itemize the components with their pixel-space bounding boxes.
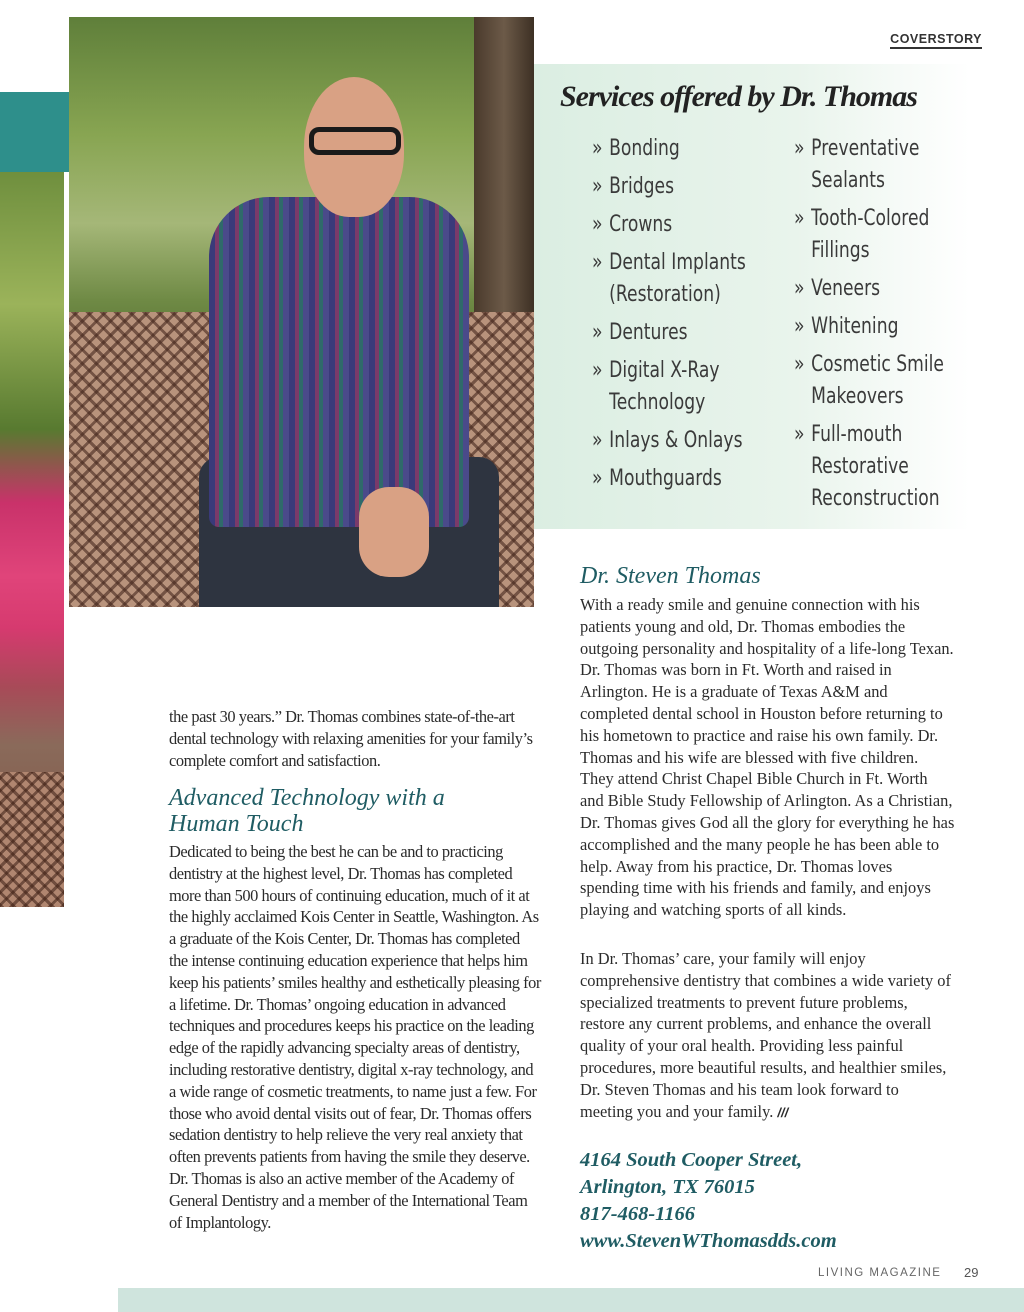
- address-city: Arlington, TX 76015: [580, 1176, 755, 1198]
- section-label-part2: STORY: [937, 32, 982, 46]
- service-item-label: Bonding: [609, 136, 680, 161]
- bio-paragraph-1: With a ready smile and genuine connection with his patients young and old, Dr. Thomas embodies the outgoing personality and hospitality of a life-long Texan. Dr. Thomas was born in Ft. Worth and raised in Arlington. He is a graduate of Texas A&M and completed dental school in Houston before returning to his hometown to practice and raise his own family. Dr. Thomas and his wife are blessed with five children. They attend Christ Chapel Bible Church in Ft. Worth and Bible Study Fellowship of Arlington. As a Christian, Dr. Thomas gives God all the glory for everything he has accomplished and the many people he has been able to help. Away from his practice, Dr. Thomas loves spending time with his friends and family, and enjoys playing and watching sports of all kinds.: [580, 595, 955, 920]
- website-link[interactable]: www.StevenWThomasdds.com: [580, 1230, 837, 1252]
- section-label-part1: COVER: [890, 32, 938, 46]
- dr-steven-thomas-heading: Dr. Steven Thomas: [580, 563, 761, 589]
- service-item-label: Reconstruction: [811, 486, 940, 511]
- magazine-name: LIVING MAGAZINE: [818, 1267, 942, 1279]
- service-item-label: Dental Implants: [609, 250, 746, 275]
- bullet-marker: »: [592, 428, 603, 453]
- services-title: Services offered by Dr. Thomas: [560, 80, 917, 113]
- service-item-label: Dentures: [609, 320, 688, 345]
- service-item: [794, 311, 973, 343]
- service-item-label: Preventative: [811, 136, 920, 161]
- teal-accent-block: [0, 92, 70, 172]
- service-item: [794, 133, 973, 197]
- advanced-technology-heading: [169, 785, 445, 837]
- end-mark: ///: [777, 1104, 789, 1120]
- bullet-marker: »: [794, 422, 805, 447]
- service-item: [794, 203, 973, 267]
- service-item-label: Makeovers: [811, 384, 904, 409]
- bullet-marker: »: [794, 206, 805, 231]
- bio-paragraph-2-text: In Dr. Thomas’ care, your family will enjoy comprehensive dentistry that combines a wide variety of specialized treatments to prevent future problems, restore any current problems, and enhance the overall quality of your oral health. Providing less painful procedures, more beautiful results, and healthier smiles, Dr. Steven Thomas and his team look forward to meeting you and your family.: [580, 949, 951, 1121]
- service-item: [592, 247, 771, 311]
- service-item-label: Crowns: [609, 212, 673, 237]
- tree-trunk: [474, 17, 534, 317]
- heading-line-1: Advanced Technology with a: [169, 785, 445, 811]
- service-item: [592, 355, 771, 419]
- service-item-label: Technology: [609, 390, 706, 415]
- service-item-label: (Restoration): [609, 282, 721, 307]
- service-item-label: Veneers: [811, 276, 881, 301]
- bio-paragraph-2: [580, 948, 955, 1123]
- service-item-label: Inlays & Onlays: [609, 428, 743, 453]
- glasses: [309, 127, 401, 155]
- service-item: [592, 463, 771, 495]
- contact-block: [580, 1147, 837, 1255]
- bullet-marker: »: [592, 174, 603, 199]
- bullet-marker: »: [592, 320, 603, 345]
- services-list-column-2: [794, 133, 973, 521]
- service-item-label: Digital X-Ray: [609, 358, 720, 383]
- service-item-label: Fillings: [811, 238, 870, 263]
- service-item: [592, 171, 771, 203]
- bullet-marker: »: [592, 358, 603, 383]
- address-street: 4164 South Cooper Street,: [580, 1149, 803, 1171]
- plaid-shirt: [209, 197, 469, 527]
- bullet-marker: »: [592, 250, 603, 275]
- bullet-marker: »: [794, 314, 805, 339]
- bullet-marker: »: [794, 136, 805, 161]
- section-label: [890, 32, 982, 49]
- service-item-label: Whitening: [811, 314, 899, 339]
- bullet-marker: »: [794, 352, 805, 377]
- service-item: [794, 273, 973, 305]
- service-item: [794, 419, 973, 515]
- dr-thomas-portrait-photo: [69, 17, 534, 607]
- service-item-label: Sealants: [811, 168, 885, 193]
- service-item-label: Mouthguards: [609, 466, 722, 491]
- phone-number: 817-468-1166: [580, 1203, 696, 1225]
- service-item: [592, 133, 771, 165]
- cropped-family-photo: [0, 172, 64, 907]
- service-item: [592, 209, 771, 241]
- service-item-label: Cosmetic Smile: [811, 352, 944, 377]
- advanced-technology-paragraph: Dedicated to being the best he can be and to practicing dentistry at the highest level, Dr. Thomas has completed more than 500 hours of continuing education, much of it at the highly acclaimed Kois Center in Seattle, Washington. As a graduate of the Kois Center, Dr. Thomas has completed the intense continuing education experience that helps him keep his patients’ smiles healthy and esthetically pleasing for a lifetime. Dr. Thomas’ ongoing education in advanced techniques and procedures keeps his practice on the leading edge of the rapidly advancing specialty areas of dentistry, including restorative dentistry, digital x-ray technology, and a wide range of cosmetic treatments, to name just a few. For those who avoid dental visits out of fear, Dr. Thomas offers sedation dentistry to help relieve the very real anxiety that often prevents patients from having the smile they deserve. Dr. Thomas is also an active member of the Academy of General Dentistry and a member of the International Team of Implantology.: [169, 842, 541, 1232]
- service-item: [794, 349, 973, 413]
- service-item: [592, 317, 771, 349]
- service-item-label: Full-mouth: [811, 422, 903, 447]
- bench-mesh: [0, 772, 64, 907]
- heading-line-2: Human Touch: [169, 811, 304, 837]
- page-number: 29: [964, 1265, 979, 1280]
- bullet-marker: »: [592, 136, 603, 161]
- bullet-marker: »: [592, 212, 603, 237]
- clasped-hands: [359, 487, 429, 577]
- bottom-accent-bar: [118, 1288, 1024, 1312]
- intro-paragraph: the past 30 years.” Dr. Thomas combines state-of-the-art dental technology with relaxing amenities for your family’s complete comfort and satisfaction.: [169, 707, 533, 770]
- service-item-label: Tooth-Colored: [811, 206, 930, 231]
- bullet-marker: »: [592, 466, 603, 491]
- services-list-column-1: [592, 133, 771, 501]
- service-item: [592, 425, 771, 457]
- service-item-label: Restorative: [811, 454, 909, 479]
- bullet-marker: »: [794, 276, 805, 301]
- service-item-label: Bridges: [609, 174, 675, 199]
